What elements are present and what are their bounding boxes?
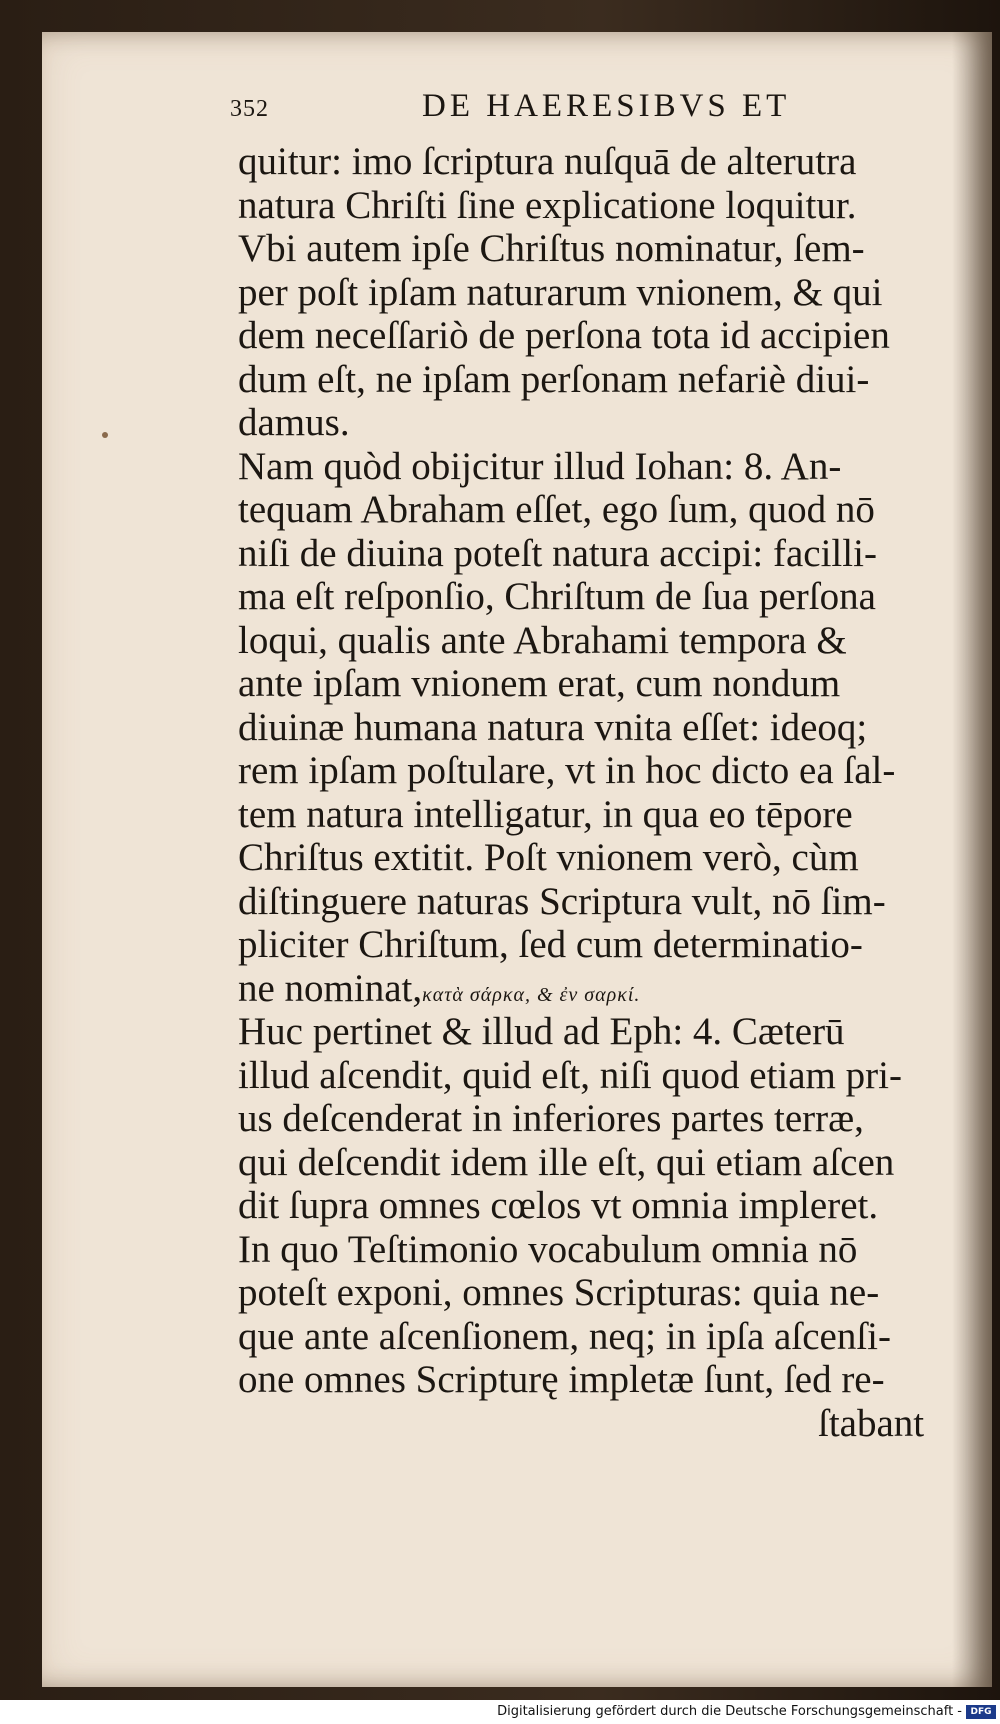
running-title: DE HAERESIBVS ET (422, 88, 791, 124)
catchword: ſtabant (818, 1401, 925, 1445)
text-line: natura Chriſti ſine explicatione loquitur. (238, 183, 857, 227)
text-line: niſi de diuina poteſt natura accipi: facilli- (238, 531, 877, 575)
body-text (238, 140, 938, 1445)
text-line: pliciter Chriſtum, ſed cum determinatio- (238, 923, 863, 966)
text-line: Chriſtus extitit. Poſt vnionem verò, cùm (238, 836, 859, 879)
text-line: poteſt exponi, omnes Scripturas: quia ne- (238, 1271, 880, 1314)
dfg-logo-icon: DFG (966, 1705, 996, 1719)
text-line: dum eſt, ne ipſam perſonam nefariè diui- (238, 357, 870, 401)
text-line: diſtinguere naturas Scriptura vult, nō ſim- (238, 879, 886, 923)
text-line: tequam Abraham eſſet, ego ſum, quod nō (238, 488, 875, 531)
text-line: ante ipſam vnionem erat, cum nondum (238, 662, 841, 705)
text-line: loqui, qualis ante Abrahami tempora & (238, 618, 847, 662)
text-line: us deſcenderat in inferiores partes terræ, (238, 1097, 864, 1140)
text-line: rem ipſam poſtulare, vt in hoc dicto ea ſal- (238, 749, 896, 792)
text-line: que ante aſcenſionem, neq; in ipſa aſcenſi- (238, 1314, 891, 1358)
text-line: dit ſupra omnes cœlos vt omnia impleret. (238, 1184, 879, 1227)
text-line: damus. (238, 401, 350, 444)
text-line: dem neceſſariò de perſona tota id accipien (238, 314, 890, 357)
text-line: quitur: imo ſcriptura nuſquā de alterutra (238, 140, 857, 183)
text-line: Huc pertinet & illud ad Eph: 4. Cæterū (238, 1010, 845, 1053)
text-line: illud aſcendit, quid eſt, niſi quod etiam pri- (238, 1053, 902, 1097)
spine-shadow (952, 32, 992, 1687)
text-line: In quo Teſtimonio vocabulum omnia nō (238, 1227, 858, 1271)
latin-text: ne nominat, (238, 966, 423, 1010)
text-line: Nam quòd obijcitur illud Iohan: 8. An- (238, 444, 842, 488)
text-line: tem natura intelligatur, in qua eo tēpore (238, 792, 853, 836)
footer-credit: Digitalisierung gefördert durch die Deutsche Forschungsgemeinschaft - (497, 1704, 962, 1719)
digitization-footer (0, 1700, 1000, 1724)
text-line (238, 967, 938, 1011)
greek-phrase: κατὰ σάρκα, & ἐν σαρκί. (422, 983, 641, 1006)
running-header (230, 86, 890, 132)
text-line: one omnes Scripturę impletæ ſunt, ſed re- (238, 1358, 885, 1401)
text-line: per poſt ipſam naturarum vnionem, & qui (238, 270, 883, 314)
page-number: 352 (230, 96, 269, 122)
text-line: diuinæ humana natura vnita eſſet: ideoq; (238, 705, 868, 749)
text-line: qui deſcendit idem ille eſt, qui etiam aſcen (238, 1140, 895, 1184)
page-stain (102, 432, 108, 438)
text-line: ma eſt reſponſio, Chriſtum de ſua perſona (238, 575, 876, 618)
text-line: Vbi autem ipſe Chriſtus nominatur, ſem- (238, 227, 865, 270)
